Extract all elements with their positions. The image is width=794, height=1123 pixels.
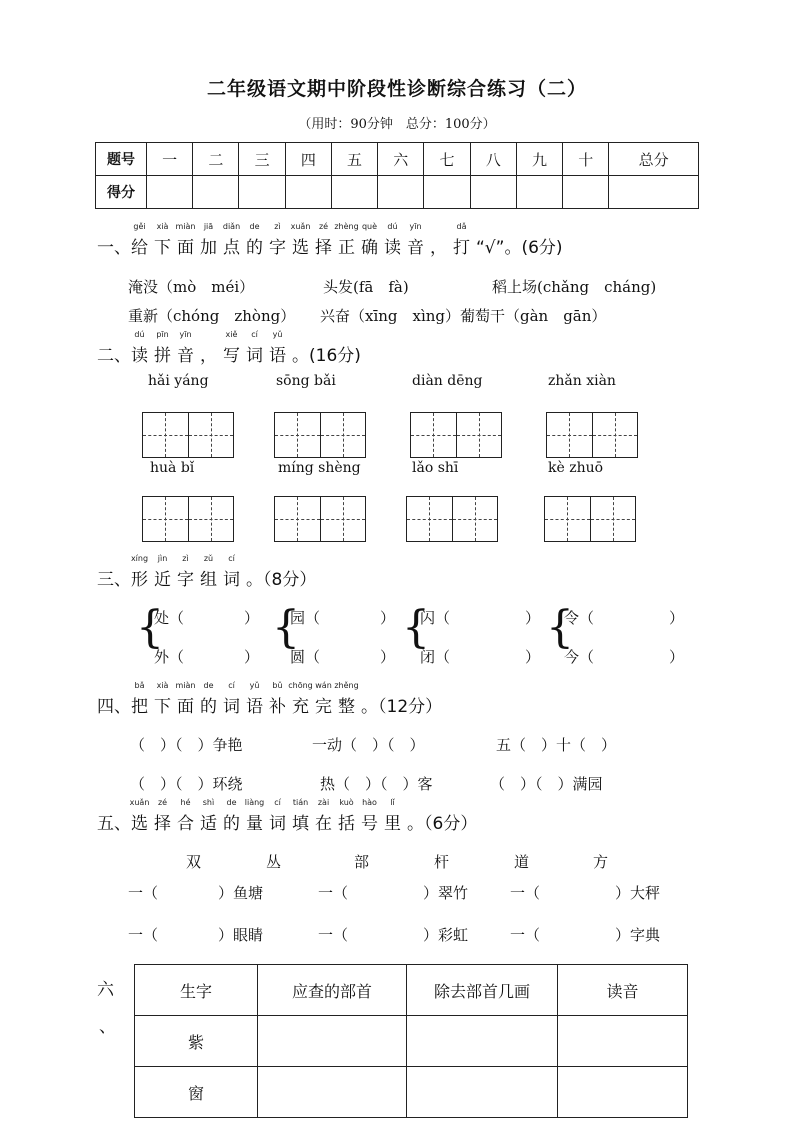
ruby-char [334, 222, 359, 258]
pinyin-label: huà bǐ [150, 460, 195, 476]
ruby-hanzi: 把 [131, 697, 148, 717]
sec1-item: 淹没（mò méi） [128, 278, 255, 296]
score-col: 二 [193, 143, 239, 176]
ruby-hanzi: 里 [384, 814, 401, 834]
ruby-char [154, 222, 171, 258]
ruby-hanzi: 选 [131, 814, 148, 834]
score-header-row [96, 143, 699, 176]
ruby-hanzi: 量 [246, 814, 263, 834]
brace-icon: { [402, 602, 430, 653]
ruby-hanzi: 给 [131, 238, 148, 258]
section-5-heading [97, 798, 478, 834]
ruby-char [129, 798, 150, 834]
ruby-char [315, 222, 332, 258]
section-1-heading [97, 222, 563, 258]
ruby-char [290, 222, 311, 258]
ruby-hanzi: 括 [338, 814, 355, 834]
brace-icon: { [136, 602, 164, 653]
ruby-hanzi: 面 [177, 238, 194, 258]
page-subtitle: （用时：90分钟 总分：100分） [298, 117, 496, 132]
ruby-pinyin: cí [274, 798, 281, 807]
ruby-pinyin: yīn [179, 330, 192, 339]
score-cell[interactable] [378, 176, 424, 209]
sec5-item: 一（ ）大秤 [510, 884, 661, 902]
pinyin-label: zhǎn xiàn [548, 373, 616, 389]
pinyin-label: hǎi yáng [148, 373, 209, 389]
ruby-hanzi: 字 [269, 238, 286, 258]
section-3-ruby-text [130, 554, 246, 590]
pinyin-label: lǎo shī [412, 460, 459, 476]
ruby-hanzi: 组 [200, 570, 217, 590]
ruby-hanzi: 读 [131, 346, 148, 366]
ruby-hanzi: 择 [315, 238, 332, 258]
ruby-pinyin: zhèng [334, 222, 359, 231]
section-1-ruby-text [131, 222, 476, 258]
ruby-char [175, 222, 196, 258]
ruby-char [453, 222, 470, 258]
ruby-pinyin: zǔ [203, 554, 214, 563]
ruby-char [430, 233, 447, 258]
measure-word: 道 [514, 853, 530, 871]
ruby-char [288, 681, 313, 717]
ruby-hanzi: 语 [269, 346, 286, 366]
measure-word: 杆 [434, 853, 450, 871]
lookup-char: 紫 [135, 1016, 258, 1067]
ruby-hanzi: 号 [361, 814, 378, 834]
score-cell[interactable] [193, 176, 239, 209]
score-col: 十 [563, 143, 609, 176]
ruby-pinyin: cí [228, 681, 235, 690]
sec3-item: 园（ ） [290, 609, 396, 627]
lookup-cell[interactable] [407, 1016, 558, 1067]
section-3-number: 三、 [97, 570, 131, 590]
pinyin-label: sōng bǎi [276, 373, 336, 389]
score-col: 六 [378, 143, 424, 176]
ruby-hanzi: 词 [269, 814, 286, 834]
brace-icon: { [272, 602, 300, 653]
measure-word: 丛 [266, 853, 282, 871]
ruby-char [131, 681, 148, 717]
sec4-item: 一动（ ）（ ） [312, 736, 425, 754]
writing-grid[interactable] [274, 496, 366, 542]
score-col: 三 [239, 143, 285, 176]
section-4-ruby-text [131, 681, 361, 717]
ruby-char [222, 222, 241, 258]
sec3-item: 今（ ） [564, 648, 685, 666]
score-cell[interactable] [147, 176, 193, 209]
page-title: 二年级语文期中阶段性诊断综合练习（二） [206, 78, 587, 100]
ruby-pinyin: hào [362, 798, 377, 807]
score-col: 八 [470, 143, 516, 176]
ruby-hanzi: 下 [154, 238, 171, 258]
ruby-hanzi: 音 [177, 346, 194, 366]
ruby-char [177, 554, 194, 590]
section-5-points: 。（6分） [407, 814, 478, 834]
ruby-pinyin: chōng [288, 681, 313, 690]
ruby-pinyin: zé [318, 222, 329, 231]
ruby-hanzi: 音 [407, 238, 424, 258]
ruby-pinyin: yǔ [249, 681, 260, 690]
ruby-pinyin: shì [202, 798, 215, 807]
ruby-hanzi: 充 [292, 697, 309, 717]
score-row-label: 得分 [96, 176, 147, 209]
sec4-item: 热（ ）（ ）客 [320, 775, 433, 793]
ruby-hanzi: 语 [246, 697, 263, 717]
brace-icon: { [546, 602, 574, 653]
score-cell[interactable] [516, 176, 562, 209]
ruby-pinyin: xuǎn [129, 798, 150, 807]
score-cell[interactable] [331, 176, 377, 209]
score-col: 一 [147, 143, 193, 176]
writing-grid[interactable] [406, 496, 498, 542]
sec5-item: 一（ ）彩虹 [318, 926, 469, 944]
ruby-pinyin: tián [292, 798, 309, 807]
sec4-item: （ ）（ ）争艳 [130, 736, 243, 754]
ruby-pinyin: miàn [175, 222, 196, 231]
ruby-pinyin: xíng [130, 554, 149, 563]
lookup-header: 除去部首几画 [407, 965, 558, 1016]
sec1-item: 稻上场(chǎng cháng) [492, 278, 657, 296]
section-4-heading [97, 681, 443, 717]
sec5-item: 一（ ）眼睛 [128, 926, 264, 944]
score-col: 四 [285, 143, 331, 176]
sec5-item: 一（ ）翠竹 [318, 884, 469, 902]
score-header-label: 题号 [96, 143, 147, 176]
sec1-item: 重新（chóng zhòng） [128, 307, 296, 325]
ruby-char [269, 222, 286, 258]
ruby-pinyin: dú [387, 222, 398, 231]
section-5-ruby-text [129, 798, 407, 834]
writing-grid[interactable] [544, 496, 636, 542]
ruby-pinyin: zé [157, 798, 168, 807]
section-1-points: “√”。(6分) [476, 238, 563, 258]
ruby-hanzi: 打 [453, 238, 470, 258]
ruby-hanzi: 合 [177, 814, 194, 834]
score-cell[interactable] [239, 176, 285, 209]
lookup-cell[interactable] [258, 1016, 407, 1067]
ruby-char [223, 330, 240, 366]
sec1-item: 葡萄干（gàn gān） [460, 307, 607, 325]
ruby-hanzi: ， [200, 346, 217, 366]
ruby-hanzi: 字 [177, 570, 194, 590]
ruby-char [200, 341, 217, 366]
ruby-hanzi: 加 [200, 238, 217, 258]
ruby-hanzi: 的 [200, 697, 217, 717]
ruby-pinyin: bǎ [134, 681, 145, 690]
score-col: 五 [331, 143, 377, 176]
ruby-pinyin: yǔ [272, 330, 283, 339]
section-3-heading [97, 554, 317, 590]
ruby-pinyin: de [249, 222, 260, 231]
ruby-pinyin: yīn [409, 222, 422, 231]
ruby-pinyin: xià [156, 222, 169, 231]
score-cell[interactable] [563, 176, 609, 209]
ruby-char [131, 330, 148, 366]
ruby-pinyin: pīn [156, 330, 169, 339]
sec1-item: 兴奋（xīng xìng） [320, 307, 461, 325]
ruby-hanzi: 适 [200, 814, 217, 834]
ruby-hanzi: 词 [223, 570, 240, 590]
lookup-char: 窗 [135, 1067, 258, 1118]
ruby-pinyin: wán [315, 681, 332, 690]
ruby-hanzi: 下 [154, 697, 171, 717]
ruby-pinyin: zì [274, 222, 281, 231]
ruby-hanzi: 拼 [154, 346, 171, 366]
sec3-item: 闭（ ） [420, 648, 541, 666]
ruby-char [334, 681, 359, 717]
lookup-cell[interactable] [258, 1067, 407, 1118]
ruby-pinyin: de [203, 681, 214, 690]
ruby-char [361, 798, 378, 834]
sec3-item: 外（ ） [154, 648, 260, 666]
ruby-char [246, 681, 263, 717]
sec4-item: （ ）（ ）满园 [490, 775, 603, 793]
score-table [95, 142, 699, 209]
ruby-char [292, 798, 309, 834]
ruby-hanzi: ， [430, 238, 447, 258]
ruby-char [154, 554, 171, 590]
lookup-header-row [135, 965, 688, 1016]
ruby-hanzi: 确 [361, 238, 378, 258]
ruby-hanzi: 点 [223, 238, 240, 258]
score-cell[interactable] [424, 176, 470, 209]
ruby-char [246, 222, 263, 258]
ruby-pinyin: gěi [133, 222, 146, 231]
section-2-number: 二、 [97, 346, 131, 366]
section-1-number: 一、 [97, 238, 131, 258]
ruby-char [177, 330, 194, 366]
section-6-number: 六 [97, 980, 114, 1000]
writing-grid[interactable] [142, 496, 234, 542]
writing-grid[interactable] [274, 412, 366, 458]
ruby-pinyin: cí [251, 330, 258, 339]
ruby-hanzi: 填 [292, 814, 309, 834]
ruby-pinyin: bǔ [272, 681, 283, 690]
ruby-char [154, 681, 171, 717]
section-2-points: 。(16分) [292, 346, 361, 366]
ruby-pinyin: xià [156, 681, 169, 690]
score-col-total: 总分 [609, 143, 699, 176]
sec5-item: 一（ ）字典 [510, 926, 661, 944]
ruby-char [384, 222, 401, 258]
ruby-hanzi: 正 [338, 238, 355, 258]
ruby-char [223, 554, 240, 590]
ruby-pinyin: kuò [339, 798, 354, 807]
ruby-hanzi: 面 [177, 697, 194, 717]
ruby-char [177, 798, 194, 834]
section-4-points: 。（12分） [361, 697, 443, 717]
ruby-pinyin: hé [180, 798, 191, 807]
ruby-hanzi: 补 [269, 697, 286, 717]
sec4-item: （ ）（ ）环绕 [130, 775, 243, 793]
ruby-char [246, 330, 263, 366]
sec5-item: 一（ ）鱼塘 [128, 884, 264, 902]
section-5-number: 五、 [97, 814, 131, 834]
ruby-char [154, 798, 171, 834]
section-4-number: 四、 [97, 697, 131, 717]
pinyin-label: míng shèng [278, 460, 361, 476]
ruby-pinyin: diǎn [222, 222, 241, 231]
ruby-char [361, 222, 378, 258]
ruby-char [200, 681, 217, 717]
score-value-row [96, 176, 699, 209]
ruby-pinyin: zài [317, 798, 330, 807]
ruby-hanzi: 在 [315, 814, 332, 834]
ruby-char [269, 798, 286, 834]
pinyin-label: diàn dēng [412, 373, 483, 389]
score-cell[interactable] [470, 176, 516, 209]
section-3-points: 。（8分） [246, 570, 317, 590]
sec3-item: 圆（ ） [290, 648, 396, 666]
ruby-pinyin: liàng [244, 798, 265, 807]
ruby-hanzi: 词 [246, 346, 263, 366]
section-6-comma: 、 [99, 1017, 116, 1037]
ruby-char [244, 798, 265, 834]
writing-grid[interactable] [410, 412, 502, 458]
ruby-char [315, 681, 332, 717]
ruby-hanzi: 选 [292, 238, 309, 258]
sec3-item: 令（ ） [564, 609, 685, 627]
ruby-char [223, 798, 240, 834]
sec3-item: 处（ ） [154, 609, 260, 627]
ruby-char [315, 798, 332, 834]
lookup-header: 应查的部首 [258, 965, 407, 1016]
ruby-pinyin: cí [228, 554, 235, 563]
dictionary-lookup-table [134, 964, 688, 1118]
lookup-cell[interactable] [558, 1067, 688, 1118]
lookup-header: 读音 [558, 965, 688, 1016]
lookup-cell[interactable] [558, 1016, 688, 1067]
ruby-hanzi: 读 [384, 238, 401, 258]
sec3-item: 闪（ ） [420, 609, 541, 627]
score-cell[interactable] [285, 176, 331, 209]
ruby-hanzi: 的 [223, 814, 240, 834]
ruby-pinyin: xuǎn [290, 222, 311, 231]
ruby-pinyin: jiā [203, 222, 214, 231]
score-col: 九 [516, 143, 562, 176]
pinyin-label: kè zhuō [548, 460, 604, 476]
ruby-pinyin: lǐ [390, 798, 395, 807]
ruby-hanzi: 完 [315, 697, 332, 717]
ruby-char [223, 681, 240, 717]
ruby-char [175, 681, 196, 717]
lookup-cell[interactable] [407, 1067, 558, 1118]
sec4-item: 五（ ）十（ ） [496, 736, 617, 754]
ruby-char [200, 554, 217, 590]
section-2-ruby-text [131, 330, 292, 366]
ruby-pinyin: dǎ [456, 222, 467, 231]
ruby-char [269, 681, 286, 717]
lookup-row [135, 1016, 688, 1067]
ruby-hanzi: 择 [154, 814, 171, 834]
ruby-pinyin: xiě [225, 330, 238, 339]
ruby-char [269, 330, 286, 366]
ruby-pinyin: què [361, 222, 378, 231]
score-cell[interactable] [609, 176, 699, 209]
ruby-char [200, 222, 217, 258]
score-col: 七 [424, 143, 470, 176]
writing-grid[interactable] [546, 412, 638, 458]
ruby-pinyin: de [226, 798, 237, 807]
ruby-pinyin: zì [182, 554, 189, 563]
ruby-char [130, 554, 149, 590]
sec1-item: 头发(fā fà) [323, 278, 409, 296]
lookup-row [135, 1067, 688, 1118]
ruby-pinyin: miàn [175, 681, 196, 690]
writing-grid[interactable] [142, 412, 234, 458]
measure-word: 部 [354, 853, 370, 871]
ruby-hanzi: 写 [223, 346, 240, 366]
ruby-pinyin: jìn [157, 554, 168, 563]
ruby-char [384, 798, 401, 834]
ruby-pinyin: zhěng [334, 681, 359, 690]
lookup-header: 生字 [135, 965, 258, 1016]
measure-word: 双 [186, 853, 202, 871]
ruby-hanzi: 近 [154, 570, 171, 590]
ruby-char [131, 222, 148, 258]
ruby-char [407, 222, 424, 258]
measure-word: 方 [593, 853, 609, 871]
ruby-char [338, 798, 355, 834]
ruby-hanzi: 形 [131, 570, 148, 590]
ruby-pinyin: dú [134, 330, 145, 339]
ruby-char [154, 330, 171, 366]
ruby-char [200, 798, 217, 834]
ruby-hanzi: 整 [338, 697, 355, 717]
section-2-heading [97, 330, 361, 366]
ruby-hanzi: 词 [223, 697, 240, 717]
ruby-hanzi: 的 [246, 238, 263, 258]
